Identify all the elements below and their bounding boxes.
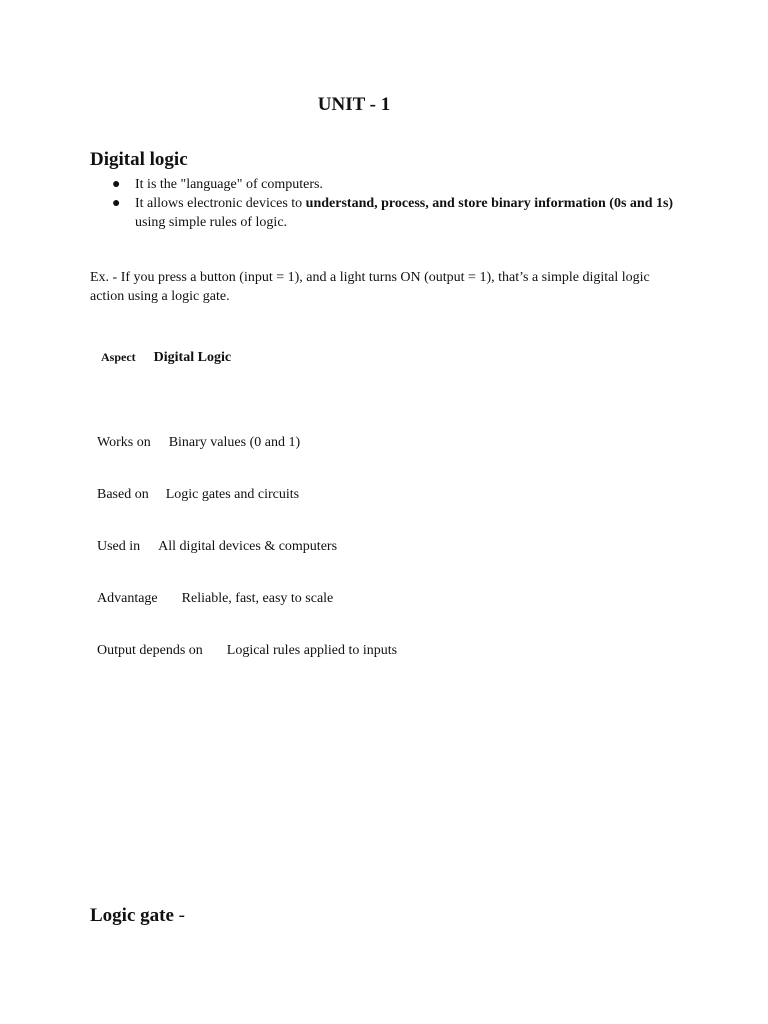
table-row [97,487,299,503]
table-cell-value: Reliable, fast, easy to scale [181,591,334,606]
bullet-icon: ● [112,196,121,211]
logic-gate-heading-dash: - [173,905,185,926]
list-item [90,175,690,194]
table-row [97,591,333,607]
table-cell-value: Logic gates and circuits [165,487,300,502]
table-header-digital-logic: Digital Logic [153,350,232,365]
bullet-text-lead: It allows electronic devices to [135,196,306,211]
unit-title: UNIT - 1 [317,94,391,115]
table-cell-value: All digital devices & computers [158,539,338,554]
digital-logic-bullet-list [90,175,690,232]
table-cell-aspect: Used in [97,539,141,554]
table-cell-aspect: Works on [97,435,151,450]
table-cell-value: Binary values (0 and 1) [168,435,301,450]
table-cell-value: Logical rules applied to inputs [226,643,398,658]
table-header-aspect: Aspect [101,350,136,364]
table-cell-aspect: Based on [97,487,149,502]
bullet-text-bold: understand, process, and store binary information (0s and 1s) [305,196,674,211]
bullet-icon: ● [112,177,121,192]
section-heading-logic-gate [90,905,185,927]
bullet-text-tail: using simple rules of logic. [135,215,288,230]
bullet-text: It is the "language" of computers. [135,177,323,192]
table-row [97,539,337,555]
section-heading-digital-logic: Digital logic [90,149,188,170]
table-header-row [101,350,231,366]
table-row [97,643,397,659]
table-cell-aspect: Advantage [97,591,158,606]
example-paragraph: Ex. - If you press a button (input = 1), and a light turns ON (output = 1), that’s a simple digital logic action using a logic gate. [90,270,650,304]
logic-gate-heading-text: Logic gate [90,905,174,926]
table-row [97,435,300,451]
list-item [90,194,690,232]
table-cell-aspect: Output depends on [97,643,203,658]
